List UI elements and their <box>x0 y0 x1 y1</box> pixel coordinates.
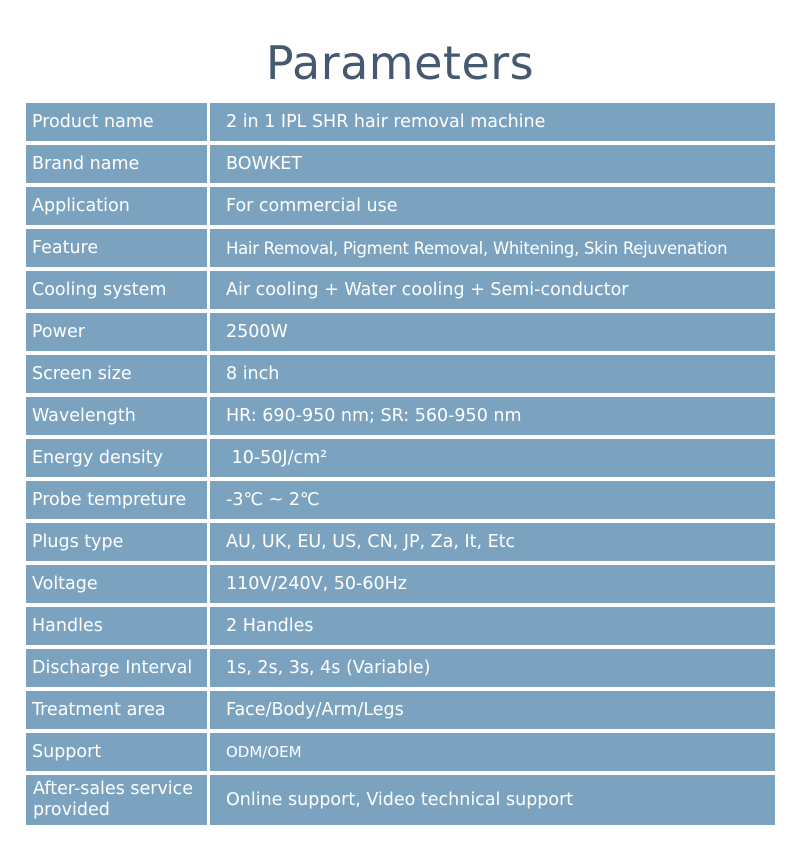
row-value: Face/Body/Arm/Legs <box>210 691 775 729</box>
row-value: HR: 690-950 nm; SR: 560-950 nm <box>210 397 775 435</box>
table-row-plugs-type <box>26 523 775 561</box>
table-row-support <box>26 733 775 771</box>
row-value: 2 in 1 IPL SHR hair removal machine <box>210 103 775 141</box>
parameters-table <box>26 103 775 829</box>
row-label: Product name <box>26 103 207 141</box>
row-label: Cooling system <box>26 271 207 309</box>
row-value: BOWKET <box>210 145 775 183</box>
row-label: Brand name <box>26 145 207 183</box>
row-value: Online support, Video technical support <box>210 775 775 825</box>
row-label: Support <box>26 733 207 771</box>
table-row-energy-density <box>26 439 775 477</box>
row-value: Hair Removal, Pigment Removal, Whitening, Skin Rejuvenation <box>210 229 775 267</box>
row-label: Voltage <box>26 565 207 603</box>
row-value: AU, UK, EU, US, CN, JP, Za, It, Etc <box>210 523 775 561</box>
table-row-power <box>26 313 775 351</box>
table-row-after-sales-service <box>26 775 775 825</box>
row-label: After-sales service provided <box>26 775 207 825</box>
table-row-voltage <box>26 565 775 603</box>
row-label: Application <box>26 187 207 225</box>
table-row-product-name <box>26 103 775 141</box>
table-row-discharge-interval <box>26 649 775 687</box>
row-label: Screen size <box>26 355 207 393</box>
row-value: 2500W <box>210 313 775 351</box>
row-value: -3℃ ~ 2℃ <box>210 481 775 519</box>
row-label: Probe tempreture <box>26 481 207 519</box>
page-title: Parameters <box>265 36 535 90</box>
row-label: Plugs type <box>26 523 207 561</box>
row-label: Handles <box>26 607 207 645</box>
row-value: Air cooling + Water cooling + Semi-conductor <box>210 271 775 309</box>
table-row-probe-temperature <box>26 481 775 519</box>
row-value: 10-50J/cm² <box>210 439 775 477</box>
row-value: 110V/240V, 50-60Hz <box>210 565 775 603</box>
row-label: Energy density <box>26 439 207 477</box>
row-value: 2 Handles <box>210 607 775 645</box>
row-value: 1s, 2s, 3s, 4s (Variable) <box>210 649 775 687</box>
table-row-handles <box>26 607 775 645</box>
table-row-wavelength <box>26 397 775 435</box>
row-label: Feature <box>26 229 207 267</box>
row-value: For commercial use <box>210 187 775 225</box>
table-row-screen-size <box>26 355 775 393</box>
row-label: Wavelength <box>26 397 207 435</box>
row-label: Discharge Interval <box>26 649 207 687</box>
row-label: Treatment area <box>26 691 207 729</box>
table-row-application <box>26 187 775 225</box>
table-row-feature <box>26 229 775 267</box>
row-label: Power <box>26 313 207 351</box>
table-row-treatment-area <box>26 691 775 729</box>
table-row-brand-name <box>26 145 775 183</box>
row-value: ODM/OEM <box>210 733 775 771</box>
table-row-cooling-system <box>26 271 775 309</box>
row-value: 8 inch <box>210 355 775 393</box>
